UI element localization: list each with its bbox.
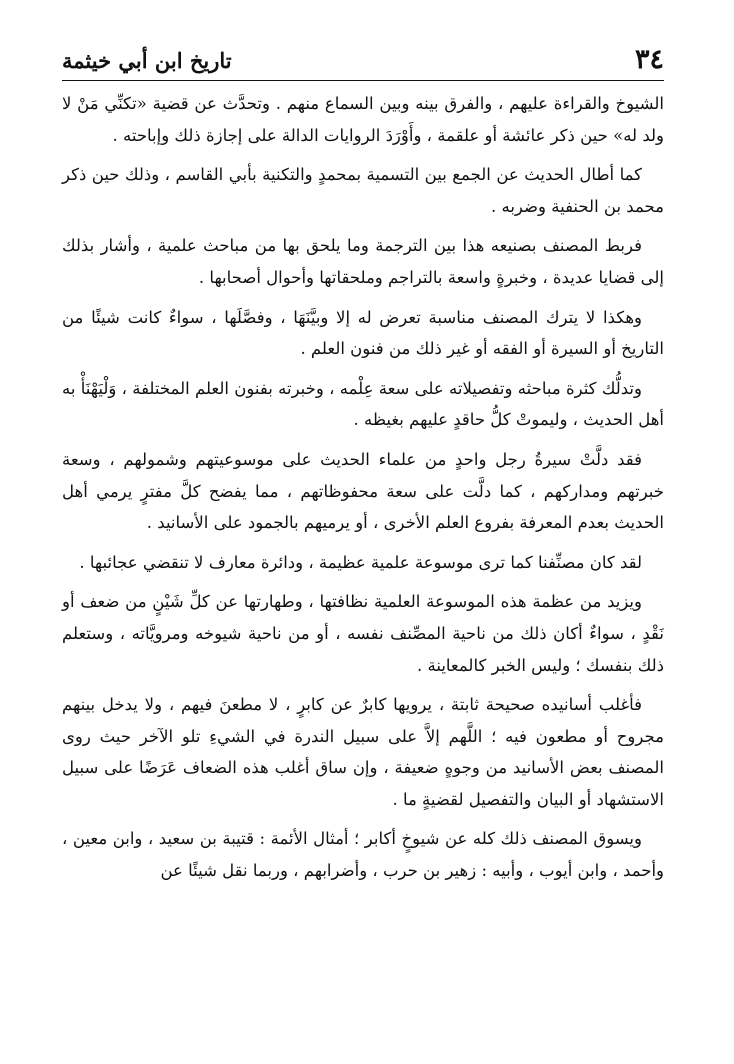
paragraph: الشيوخ والقراءة عليهم ، والفرق بينه وبين السماع منهم . وتحدَّث عن قضية «تكنِّي مَنْ لا ولد له» حين ذكر عائشة أو علقمة ، وأَوْرَدَ الروايات الدالة على إجازة ذلك وإباحته . [62, 94, 664, 145]
running-title: تاريخ ابن أبي خيثمة [62, 48, 232, 73]
paragraph: ويزيد من عظمة هذه الموسوعة العلمية نظافتها ، وطهارتها عن كلِّ شَيْنٍ من ضعف أو نَقْدٍ ، سواءٌ أكان ذلك من ناحية المصِّنف نفسه ، أو من ناحية شيوخه ومرويَّاته ، وستعلم ذلك بنفسك ؛ وليس الخبر كالمعاينة . [62, 592, 664, 675]
paragraph: كما أطال الحديث عن الجمع بين التسمية بمحمدٍ والتكنية بأبي القاسم ، وذلك حين ذكر محمد بن الحنفية وضربه . [62, 165, 664, 216]
paragraph: فقد دلَّتْ سيرةُ رجل واحدٍ من علماء الحديث على موسوعيتهم وشمولهم ، وسعة خبرتهم ومداركهم ، كما دلَّت على سعة محفوظاتهم ، مما يفضح كلَّ مفترٍ يرمي أهل الحديث بعدم المعرفة بفروع العلم الأخرى ، أو يرميهم بالجمود على الأسانيد . [62, 449, 664, 533]
paragraph: فربط المصنف بصنيعه هذا بين الترجمة وما يلحق بها من مباحث علمية ، وأشار بذلك إلى قضايا عديدة ، وخبرةٍ واسعة بالتراجم وملحقاتها وأحوال أصحابها . [62, 236, 664, 287]
paragraph: وهكذا لا يترك المصنف مناسبة تعرض له إلا وبيَّنَهَا ، وفصَّلَها ، سواءٌ كانت شيئًا من التاريخ أو السيرة أو الفقه أو غير ذلك من فنون العلم . [62, 307, 664, 359]
page-number: ٣٤ [634, 44, 664, 75]
body-text [62, 88, 664, 895]
page-header [62, 36, 664, 76]
paragraph: فأغلب أسانيده صحيحة ثابتة ، يرويها كابرٌ عن كابرٍ ، لا مطعنَ فيهم ، ولا يدخل بينهم مجروح أو مطعون فيه ؛ اللَّهم إلاَّ على سبيل الندرة في الشيءِ تلو الآخر حيث روى المصنف بعض الأسانيد من وجوهٍ ضعيفة ، وإن ساق أغلب هذه الضعاف عَرَضًا على سبيل الاستشهاد أو البيان والتفصيل لقضيةٍ ما . [62, 695, 664, 809]
paragraph: ويسوق المصنف ذلك كله عن شيوخٍ أكابر ؛ أمثال الأئمة : قتيبة بن سعيد ، وابن معين ، وأحمد ، وابن أيوب ، وأبيه : زهير بن حرب ، وأضرابهم ، وربما نقل شيئًا عن [62, 829, 664, 881]
header-divider [62, 80, 664, 81]
paragraph: وتدلُّك كثرة مباحثه وتفصيلاته على سعة عِلْمه ، وخبرته بفنون العلم المختلفة ، وَلْيَهْنَأْ به أهل الحديث ، وليموتْ كلُّ حاقدٍ عليهم بغيظه . [62, 378, 664, 430]
paragraph: لقد كان مصنِّفنا كما ترى موسوعة علمية عظيمة ، ودائرة معارف لا تنقضي عجائبها . [79, 552, 642, 572]
